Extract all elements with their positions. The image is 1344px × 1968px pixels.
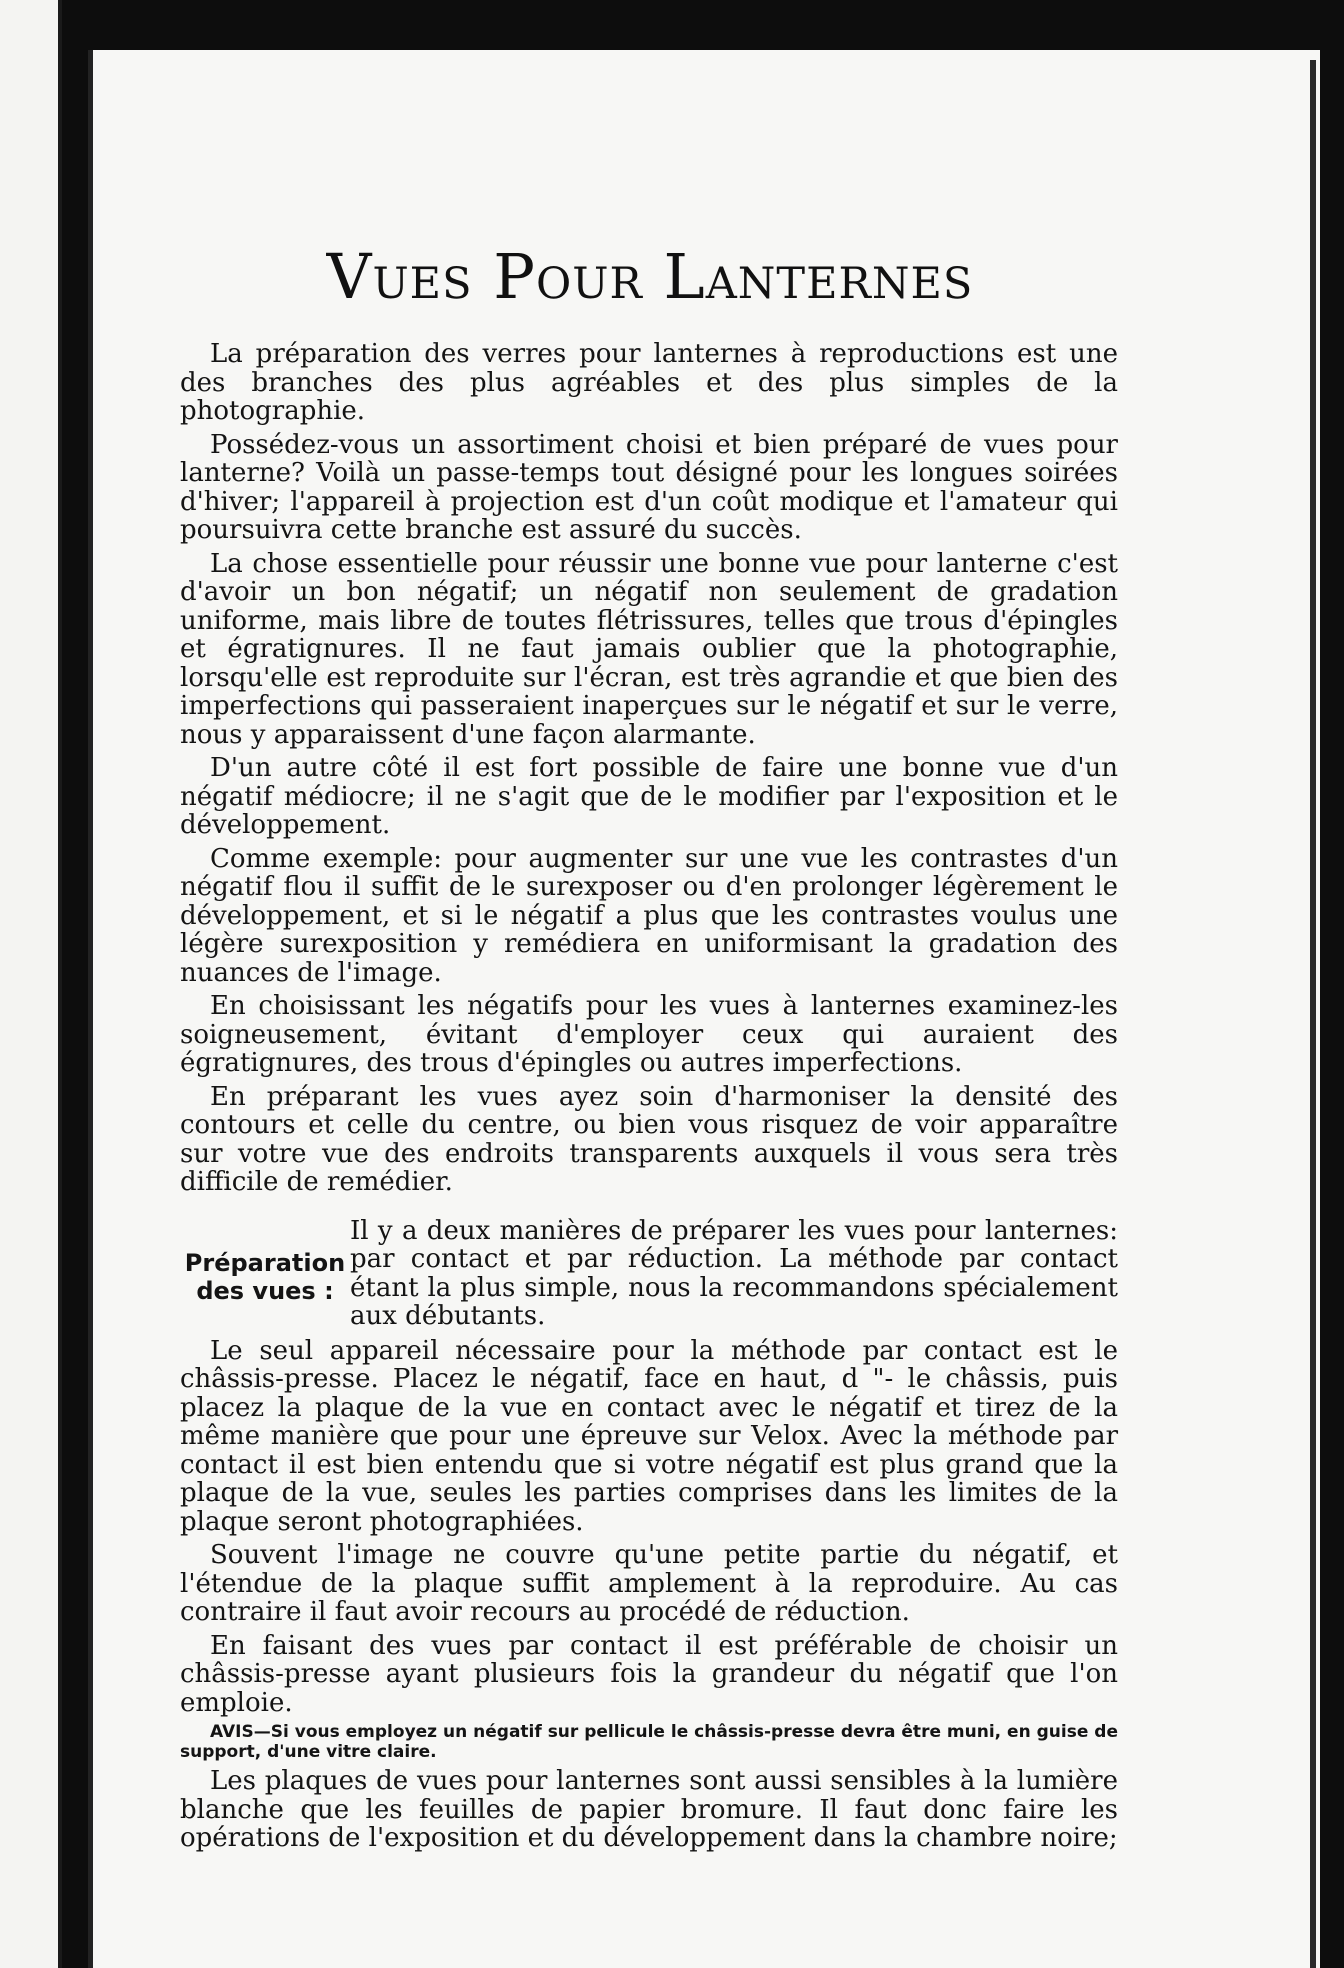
page-right-edge — [1310, 60, 1316, 1968]
section-text: Il y a deux manières de préparer les vues pour lanternes: par contact et par réduction. La méthode par contact étant la plus simple, nous la recommandons spécialement aux débutants. — [350, 1215, 1118, 1331]
book-gutter — [58, 0, 62, 1968]
paragraph: En choisissant les négatifs pour les vues à lanternes examinez-les soigneusement, évitant d'employer ceux qui auraient des égratignures, des trous d'épingles ou autres imperfections. — [180, 991, 1118, 1078]
section-heading-line: Préparation — [184, 1248, 346, 1277]
paragraph: D'un autre côté il est fort possible de faire une bonne vue d'un négatif médiocre; il ne s'agit que de le modifier par l'exposition et le développement. — [180, 753, 1118, 840]
page-title: Vues Pour Lanternes — [326, 240, 974, 313]
paragraph: La préparation des verres pour lanternes à reproductions est une des branches des plus agréables et des plus simples de la photographie. — [180, 339, 1118, 426]
note: AVIS—Si vous employez un négatif sur pellicule le châssis-presse devra être muni, en guise de support, d'une vitre claire. — [180, 1722, 1118, 1762]
paragraph: La chose essentielle pour réussir une bonne vue pour lanterne c'est d'avoir un bon négatif; un négatif non seulement de gradation uniforme, mais libre de toutes flétrissures, telles que trous d'épingles et égratignures. Il ne faut jamais oublier que la photographie, lorsqu'elle est reproduite sur l'écran, est très agrandie et que bien des imperfections qui passeraient inaperçues sur le négatif et sur le verre, nous y apparaissent d'une façon alarmante. — [180, 548, 1118, 750]
paragraph: Souvent l'image ne couvre qu'une petite partie du négatif, et l'étendue de la plaque suffit amplement à la reproduire. Au cas contraire il faut avoir recours au procédé de réduction. — [180, 1540, 1118, 1627]
facing-page-edge — [0, 0, 58, 1968]
paragraph: Les plaques de vues pour lanternes sont aussi sensibles à la lumière blanche que les feuilles de papier bromure. Il faut donc faire les opérations de l'exposition et du développement dans la chambre noire; — [180, 1766, 1118, 1853]
paragraph: En faisant des vues par contact il est préférable de choisir un châssis-presse ayant plusieurs fois la grandeur du négatif que l'on emploie. — [180, 1630, 1118, 1718]
page-body — [180, 340, 1118, 1858]
paragraph: Le seul appareil nécessaire pour la méthode par contact est le châssis-presse. Placez le négatif, face en haut, d "- le châssis, puis placez la plaque de la vue en contact avec le négatif et tirez de la même manière que pour une épreuve sur Velox. Avec la méthode par contact il est bien entendu que si votre négatif est plus grand que la plaque de la vue, seules les parties comprises dans les limites de la plaque seront photographiées. — [180, 1335, 1118, 1537]
paragraph: En préparant les vues ayez soin d'harmoniser la densité des contours et celle du centre, ou bien vous risquez de voir apparaître sur votre vue des endroits transparents auxquels il vous sera très difficile de remédier. — [180, 1081, 1118, 1197]
paragraph: Comme exemple: pour augmenter sur une vue les contrastes d'un négatif flou il suffit de le surexposer ou d'en prolonger légèrement le développement, et si le négatif a plus que les contrastes voulus une légère surexposition y remédiera en uniformisant la gradation des nuances de l'image. — [180, 843, 1118, 988]
paragraph: Possédez-vous un assortiment choisi et bien préparé de vues pour lanterne? Voilà un passe-temps tout désigné pour les longues soirées d'hiver; l'appareil à projection est d'un coût modique et l'amateur qui poursuivra cette branche est assuré du succès. — [180, 429, 1118, 545]
section-preparation — [180, 1217, 1118, 1331]
section-heading-line: des vues : — [196, 1276, 334, 1305]
section-heading — [180, 1217, 350, 1331]
